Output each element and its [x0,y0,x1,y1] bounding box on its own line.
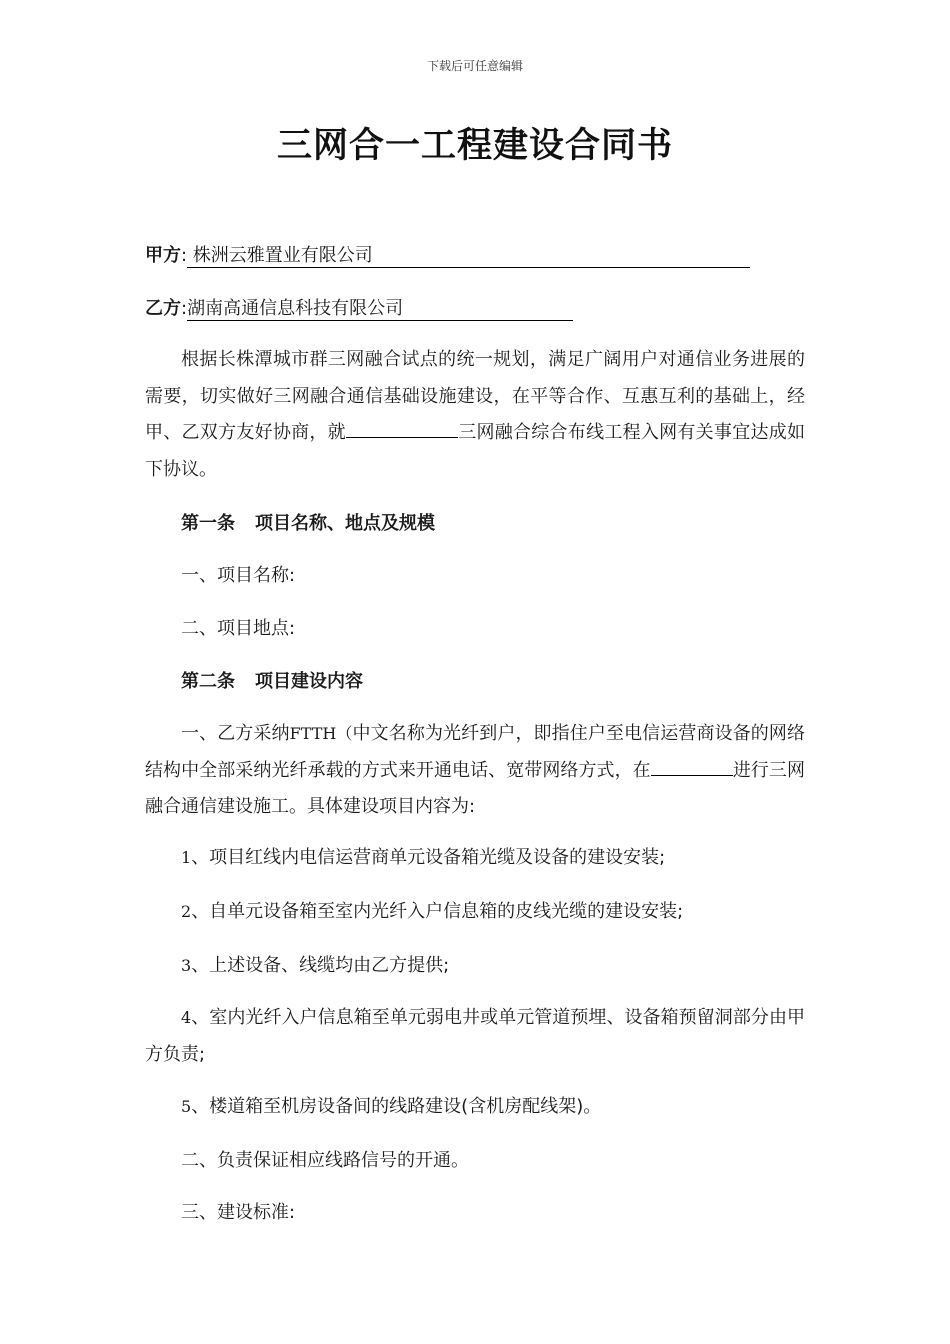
sub-item-3-text: 、上述设备、线缆均由乙方提供; [191,955,450,976]
sub-item-1-text: 、项目红线内电信运营商单元设备箱光缆及设备的建设安装; [191,847,666,868]
sub-item-5-text: 、楼道箱至机房设备间的线路建设(含机房配线架)。 [191,1096,602,1117]
content-1-code: FTTH（ [289,724,353,743]
sub-item-3 [181,952,449,980]
sub-item-2-text: 、自单元设备箱至室内光纤入户信息箱的皮线光缆的建设安装; [191,901,684,922]
content-1-prefix: 一、乙方采纳 [181,723,290,744]
article-1-heading [181,510,435,538]
article-1-number: 第一条 [181,513,235,534]
party-b-value: 湖南高通信息科技有限公司 [187,298,573,321]
sub-item-4 [145,1000,805,1073]
sub-item-2-number: 2 [181,902,192,921]
article-1-title: 项目名称、地点及规模 [255,513,435,534]
party-a-line [145,242,750,270]
intro-blank [346,417,458,438]
item-project-name: 一、项目名称: [181,565,296,586]
intro-text-2: 三网融合综合布线工程入网有关事宜达成如下协议。 [145,422,806,480]
content-1-end: 进行三网融合通信建设施工。具体建设项目内容为: [145,759,805,817]
item-three: 三、建设标准: [181,1202,296,1223]
sub-item-2 [181,898,683,926]
sub-item-3-number: 3 [181,956,192,975]
item-two: 二、负责保证相应线路信号的开通。 [181,1150,469,1171]
party-b-colon: : [181,298,188,319]
party-a-colon: : [181,245,188,266]
sub-item-4-text: 、室内光纤入户信息箱至单元弱电井或单元管道预埋、设备箱预留洞部分由甲方负责; [145,1007,805,1065]
article-2-number: 第二条 [181,671,235,692]
header-note: 下载后可任意编辑 [426,59,523,73]
party-b-line [145,295,573,323]
intro-text-1: 根据长株潭城市群三网融合试点的统一规划，满足广阔用户对通信业务进展的需要，切实做好三网融合通信基础设施建设，在平等合作、互惠互利的基础上，经甲、乙双方友好协商，就 [145,349,805,443]
intro-paragraph [145,342,805,488]
party-a-label: 甲方 [145,245,181,266]
sub-item-5 [181,1093,601,1121]
party-a-value: 株洲云雅置业有限公司 [187,245,750,268]
sub-item-1 [181,844,665,872]
document-title: 三网合一工程建设合同书 [276,126,673,166]
article-2-title: 项目建设内容 [255,671,363,692]
content-1-rest: 中文名称为光纤到户，即指住户至电信运营商设备的网络结构中全部采纳光纤承载的方式来开通电话、宽带网络方式，在 [145,723,806,781]
sub-item-5-number: 5 [181,1097,192,1116]
content-paragraph-1 [145,716,805,826]
article-2-heading [181,668,363,696]
sub-item-1-number: 1 [181,848,192,867]
item-project-location: 二、项目地点: [181,618,296,639]
party-b-label: 乙方 [145,298,181,319]
sub-item-4-number: 4 [181,1008,192,1027]
content-1-blank [651,755,733,776]
